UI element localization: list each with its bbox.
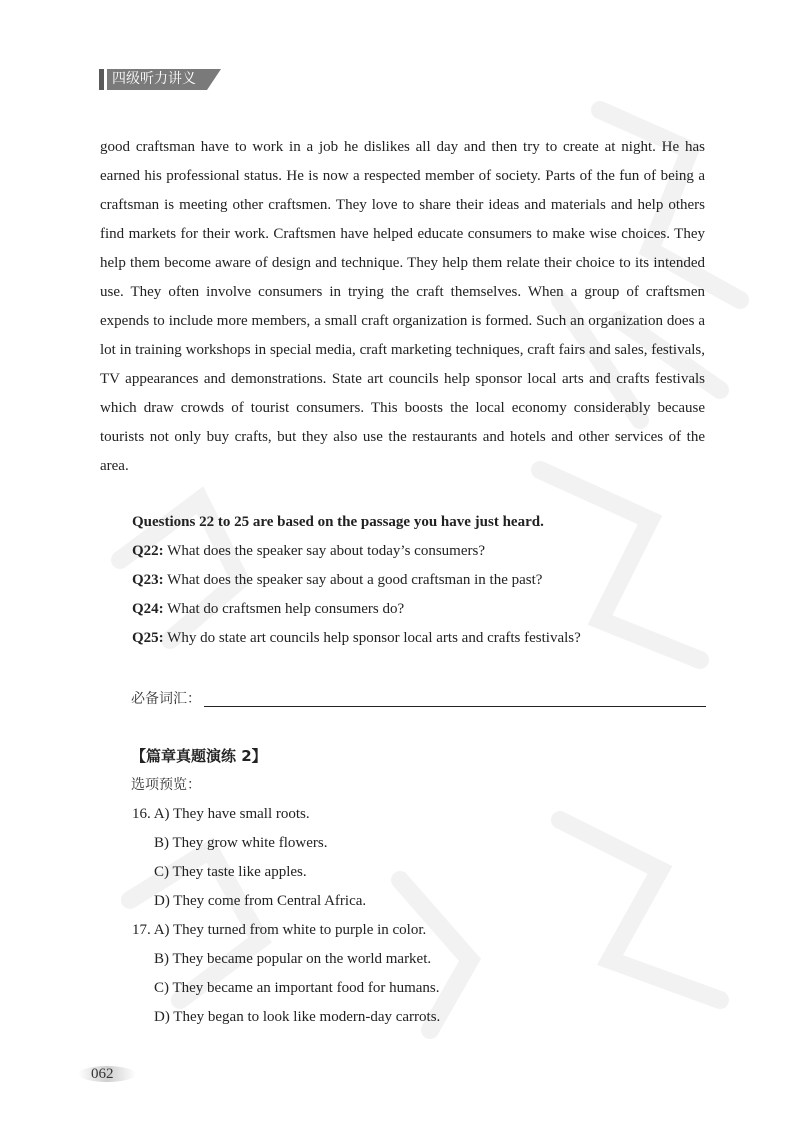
question-text: What does the speaker say about today’s consumers? (167, 543, 485, 559)
question-label: Q23: (132, 572, 164, 588)
question-22 (132, 537, 732, 566)
question-24 (132, 595, 732, 624)
question-25 (132, 624, 732, 653)
running-header (99, 69, 229, 90)
header-bar (99, 69, 104, 90)
option-a: A) They have small roots. (153, 806, 310, 822)
option-c: C) They taste like apples. (154, 864, 307, 880)
page-footer (78, 1062, 138, 1086)
passage-text: good craftsman have to work in a job he dislikes all day and then try to create at night. He has earned his professional status. He is now a respected member of society. Parts of the fun of being a craftsman is meeting other craftsmen. They love to share their ideas and materials and help others find markets for their work. Craftsmen have helped educate consumers to make wise choices. They help them become aware of design and technique. They help them relate their choice to its intended use. They often involve consumers in trying the craft themselves. When a group of craftsmen expends to include more members, a small craft organization is formed. Such an organization does a lot in training workshops in special media, craft marketing techniques, craft fairs and sales, festivals, TV appearances and demonstrations. State art councils help sponsor local arts and crafts festivals which draw crowds of tourist consumers. This boosts the local economy considerably because tourists not only buy crafts, but they also use the restaurants and hotels and other services of the area. (100, 139, 705, 474)
vocab-blank-line (204, 706, 706, 707)
page-number: 062 (91, 1066, 114, 1082)
options-list (132, 800, 692, 1032)
questions-intro: Questions 22 to 25 are based on the passage you have just heard. (132, 514, 544, 530)
option-a: A) They turned from white to purple in color. (153, 922, 427, 938)
question-label: Q25: (132, 630, 164, 646)
option-d: D) They come from Central Africa. (154, 893, 367, 909)
question-label: Q22: (132, 543, 164, 559)
preview-label: 选项预览： (131, 777, 201, 793)
question-label: Q24: (132, 601, 164, 617)
section-title: 【篇章真题演练 2】 (131, 747, 267, 765)
option-line (132, 916, 692, 945)
option-b: B) They grow white flowers. (154, 835, 328, 851)
question-number: 16. (132, 806, 151, 822)
option-b: B) They became popular on the world market. (154, 951, 432, 967)
question-number: 17. (132, 922, 151, 938)
option-c: C) They became an important food for humans. (154, 980, 440, 996)
question-23 (132, 566, 732, 595)
vocab-label: 必备词汇： (131, 691, 201, 707)
question-text: Why do state art councils help sponsor local arts and crafts festivals? (167, 630, 581, 646)
questions-block (132, 508, 732, 653)
header-arrow (207, 69, 221, 90)
question-text: What does the speaker say about a good craftsman in the past? (167, 572, 543, 588)
vocab-field (131, 685, 706, 714)
option-d: D) They began to look like modern-day carrots. (154, 1009, 441, 1025)
header-title: 四级听力讲义 (107, 69, 207, 90)
question-text: What do craftsmen help consumers do? (167, 601, 405, 617)
option-line (132, 800, 692, 829)
